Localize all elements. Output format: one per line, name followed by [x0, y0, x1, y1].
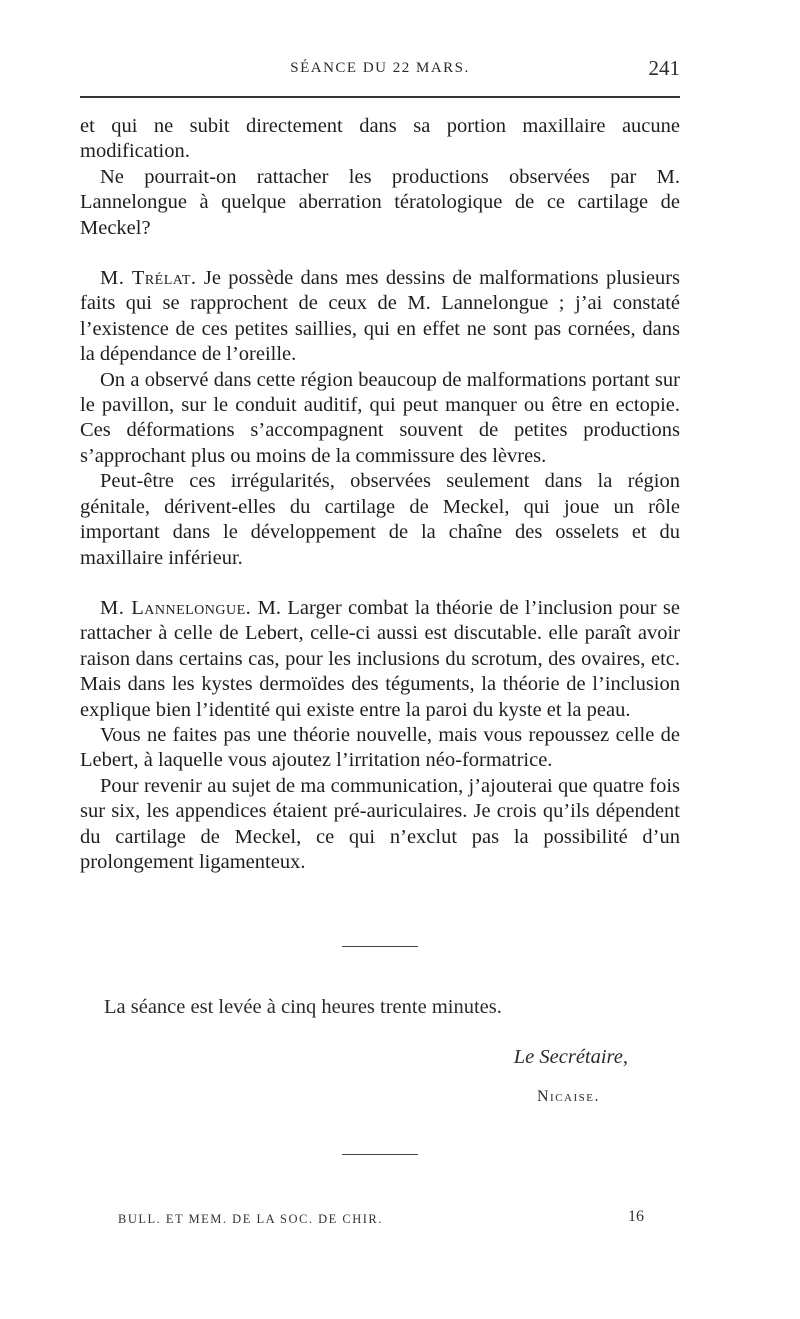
paragraph-lebert: Vous ne faites pas une théorie nouvelle, mais vous repoussez celle de Lebert, à laquelle vous ajoutez l’irritation néo-formatrice.: [80, 723, 680, 772]
signature-mark: 16: [628, 1208, 644, 1225]
paragraph-irregularities: Peut-être ces irrégularités, observées seulement dans la région génitale, dérivent-elles du cartilage de Meckel, qui joue un rôle important dans le développement de la chaîne des osselets et du maxillaire inférieur.: [80, 470, 680, 569]
adjournment-line: La séance est levée à cinq heures trente minutes.: [104, 996, 502, 1018]
paragraph-malformations: On a observé dans cette région beaucoup de malformations portant sur le pavillon, sur le conduit auditif, qui peut manquer ou être en ectopie. Ces déformations s’accompagnent souvent de petites productions s’approchant plus ou moins de la commissure des lèvres.: [80, 368, 680, 467]
running-head: [80, 56, 680, 84]
page-number: 241: [648, 56, 680, 80]
paragraph-continuation: et qui ne subit directement dans sa portion maxillaire aucune modification.: [80, 115, 680, 163]
journal-footer: BULL. ET MEM. DE LA SOC. DE CHIR.: [118, 1212, 383, 1226]
end-divider-rule: [342, 1154, 418, 1155]
body-text: [80, 114, 680, 875]
speaker-name-trelat: M. Trélat.: [100, 267, 197, 290]
paragraph-question: Ne pourrait-on rattacher les productions observées par M. Lannelongue à quelque aberration tératologique de ce cartilage de Meckel?: [80, 165, 680, 239]
speech-trelat: Je possède dans mes dessins de malformations plusieurs faits qui se rapprochent de ceux de M. Lannelongue ; j’ai constaté l’existence de ces petites saillies, qui en effet ne sont pas cornées, dans la dépendance de l’oreille.: [80, 267, 681, 366]
speaker-name-lannelongue: M. Lannelongue.: [100, 596, 252, 619]
section-divider-rule: [342, 946, 418, 947]
paragraph-trelat: [80, 266, 680, 368]
paragraph-communication: Pour revenir au sujet de ma communication, j’ajouterai que quatre fois sur six, les appendices étaient pré-auriculaires. Je crois qu’ils dépendent du cartilage de Meckel, ce qui n’exclut pas la possibilité d’un prolongement ligamenteux.: [80, 774, 680, 873]
speech-lannelongue: M. Larger combat la théorie de l’inclusion pour se rattacher à celle de Lebert, celle-ci aussi est discutable. elle paraît avoir raison dans certains cas, pour les inclusions du scrotum, des ovaires, etc. Mais dans les kystes dermoïdes des téguments, la théorie de l’inclusion explique bien l’identité qui existe entre la paroi du kyste et la peau.: [80, 596, 681, 721]
paragraph-lannelongue: [80, 596, 680, 723]
header-rule: [80, 96, 680, 98]
signature-name: Nicaise.: [537, 1088, 600, 1105]
running-title: SÉANCE DU 22 MARS.: [290, 60, 470, 76]
signature-role: Le Secrétaire,: [513, 1046, 628, 1068]
